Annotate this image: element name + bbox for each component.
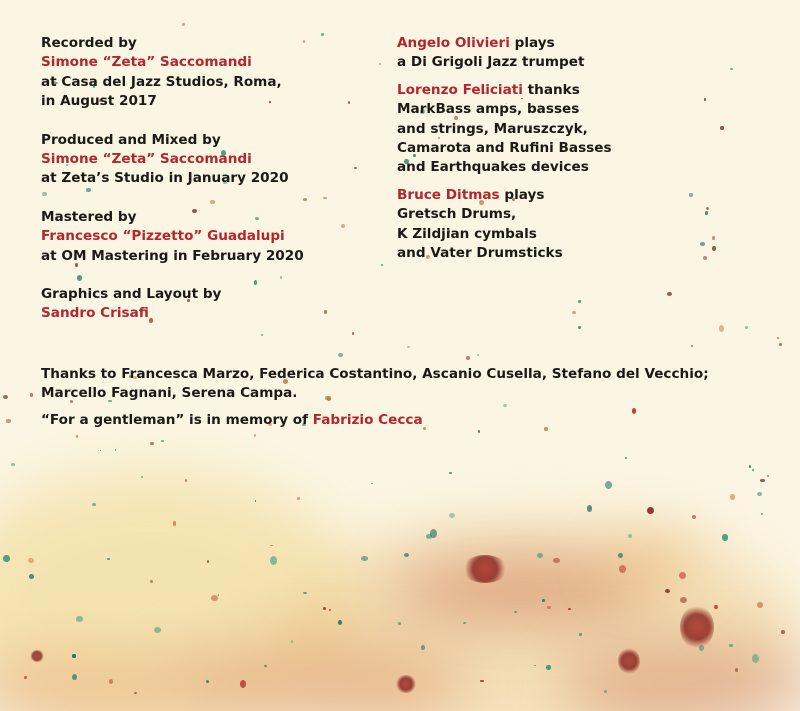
credit-person: Sandro Crisafi <box>41 305 149 322</box>
credits-right-column <box>397 34 777 271</box>
musician-name: Lorenzo Feliciati <box>397 81 523 98</box>
credit-line: Produced and Mixed by <box>41 131 221 148</box>
musician-line: MarkBass amps, basses <box>397 101 580 118</box>
credit-block <box>41 285 371 324</box>
credit-line: Graphics and Layout by <box>41 286 222 303</box>
musician-block <box>397 34 777 73</box>
musician-line: and Earthquakes devices <box>397 159 589 176</box>
memory-dedication <box>41 411 423 430</box>
credit-line: at OM Mastering in February 2020 <box>41 247 304 264</box>
credit-line: in August 2017 <box>41 93 157 110</box>
credit-line: at Casa del Jazz Studios, Roma, <box>41 73 282 90</box>
thanks-line: Thanks to Francesca Marzo, Federica Costantino, Ascanio Cusella, Stefano del Vecchio; <box>41 366 709 382</box>
memory-text: “For a gentleman” is in memory of <box>41 412 309 428</box>
musician-line: K Zildjian cymbals <box>397 225 537 242</box>
memory-name: Fabrizio Cecca <box>312 412 423 428</box>
credit-line: Mastered by <box>41 208 137 225</box>
credit-line: Recorded by <box>41 35 137 51</box>
credit-person: Francesco “Pizzetto” Guadalupi <box>41 228 285 245</box>
credit-block <box>41 208 371 266</box>
credit-line: at Zeta’s Studio in January 2020 <box>41 170 289 187</box>
musician-line: and Vater Drumsticks <box>397 245 563 262</box>
musician-line: and strings, Maruszczyk, <box>397 120 588 137</box>
musician-line: Gretsch Drums, <box>397 206 517 223</box>
musician-line: thanks <box>527 81 580 98</box>
credit-block <box>41 34 371 112</box>
musician-name: Angelo Olivieri <box>397 35 510 51</box>
musician-block <box>397 186 777 264</box>
thanks-line: Marcello Fagnani, Serena Campa. <box>41 385 298 402</box>
musician-name: Bruce Ditmas <box>397 186 500 203</box>
thanks-paragraph <box>41 365 741 404</box>
musician-line: a Di Grigoli Jazz trumpet <box>397 54 585 71</box>
credits-left-column <box>41 34 371 343</box>
musician-line: plays <box>504 186 545 203</box>
credit-person: Simone “Zeta” Saccomandi <box>41 54 252 71</box>
musician-block <box>397 81 777 178</box>
musician-line: plays <box>514 35 555 51</box>
musician-line: Camarota and Rufini Basses <box>397 140 612 157</box>
credit-block <box>41 131 371 189</box>
credit-person: Simone “Zeta” Saccomandi <box>41 151 252 168</box>
